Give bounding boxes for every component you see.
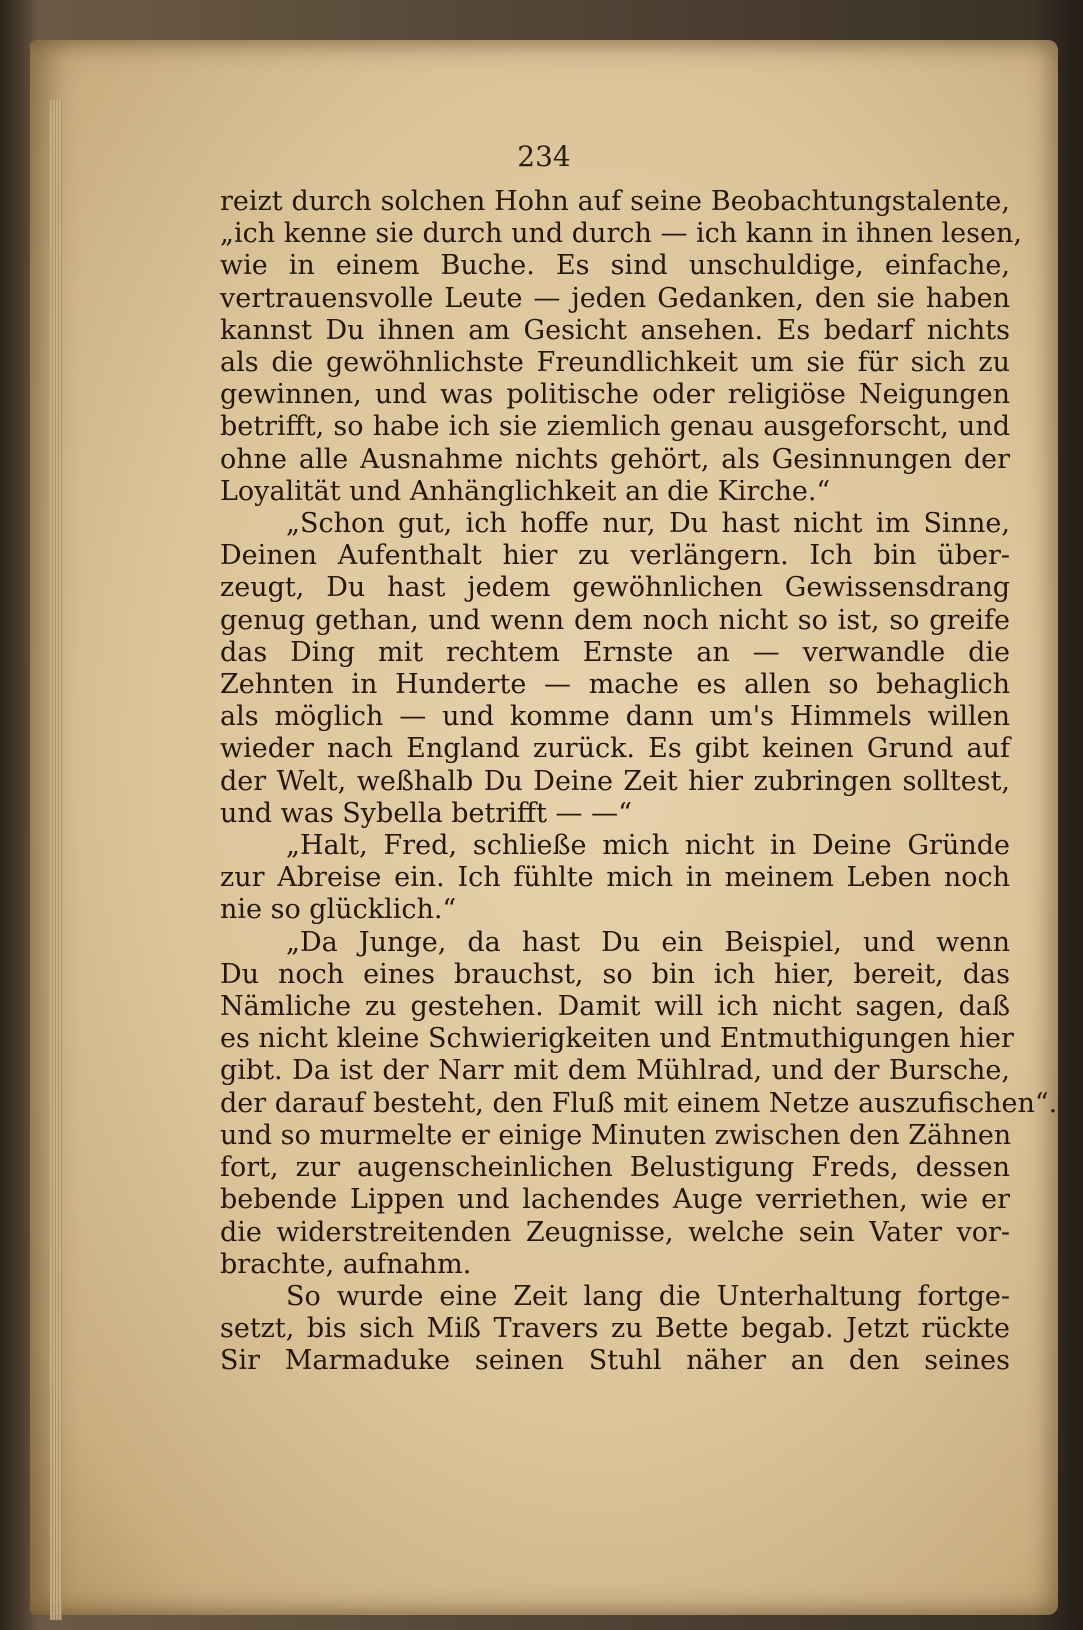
text-line: nie so glücklich.“ [220, 894, 457, 926]
text-line: der Welt, weßhalb Du Deine Zeit hier zubringen solltest, [220, 765, 1010, 797]
text-line: wie in einem Buche. Es sind unschuldige, einfache, [220, 250, 1010, 282]
text-line: zeugt, Du hast jedem gewöhnlichen Gewissensdrang [220, 572, 1010, 604]
text-line: „ich kenne sie durch und durch — ich kann in ihnen lesen, [220, 218, 1022, 250]
page-number: 234 [517, 140, 571, 173]
text-line: gibt. Da ist der Narr mit dem Mühlrad, und der Bursche, [220, 1055, 1010, 1087]
text-line: „Da Junge, da hast Du ein Beispiel, und wenn [286, 926, 1010, 958]
text-line: als die gewöhnlichste Freundlichkeit um sie für sich zu [220, 347, 1010, 379]
text-line: Zehnten in Hunderte — mache es allen so behaglich [220, 669, 1010, 701]
text-line: es nicht kleine Schwierigkeiten und Entmuthigungen hier [220, 1023, 1014, 1055]
text-line: bebende Lippen und lachendes Auge verriethen, wie er [220, 1184, 1010, 1216]
text-line: und so murmelte er einige Minuten zwischen den Zähnen [220, 1119, 1012, 1151]
text-line: kannst Du ihnen am Gesicht ansehen. Es bedarf nichts [220, 314, 1010, 346]
text-line: So wurde eine Zeit lang die Unterhaltung fortge- [286, 1280, 1010, 1312]
text-line: reizt durch solchen Hohn auf seine Beobachtungstalente, [220, 186, 1010, 217]
text-line: „Schon gut, ich hoffe nur, Du hast nicht im Sinne, [286, 508, 1010, 540]
text-line: und was Sybella betrifft — —“ [220, 797, 632, 829]
text-line: „Halt, Fred, schließe mich nicht in Deine Gründe [286, 830, 1010, 862]
text-line: brachte, aufnahm. [220, 1248, 472, 1280]
text-block [220, 186, 1058, 1378]
text-line: zur Abreise ein. Ich fühlte mich in meinem Leben noch [220, 862, 1010, 894]
text-line: wieder nach England zurück. Es gibt keinen Grund auf [220, 733, 1010, 765]
text-line: die widerstreitenden Zeugnisse, welche sein Vater vor- [220, 1216, 1010, 1248]
text-line: Deinen Aufenthalt hier zu verlängern. Ich bin über- [220, 540, 1010, 572]
text-line: gewinnen, und was politische oder religiöse Neigungen [220, 379, 1010, 411]
text-line: das Ding mit rechtem Ernste an — verwandle die [220, 636, 1010, 668]
text-line: ohne alle Ausnahme nichts gehört, als Gesinnungen der [220, 443, 1010, 475]
text-line: Du noch eines brauchst, so bin ich hier, bereit, das [220, 958, 1010, 990]
text-line: setzt, bis sich Miß Travers zu Bette begab. Jetzt rückte [220, 1313, 1010, 1345]
text-line: Loyalität und Anhänglichkeit an die Kirche.“ [220, 475, 831, 507]
page-edge [50, 100, 62, 1620]
text-line: betrifft, so habe ich sie ziemlich genau ausgeforscht, und [220, 411, 1010, 443]
text-line: genug gethan, und wenn dem noch nicht so ist, so greife [220, 604, 1010, 636]
text-line: Sir Marmaduke seinen Stuhl näher an den seines [220, 1345, 1010, 1377]
text-line: Nämliche zu gestehen. Damit will ich nicht sagen, daß [220, 991, 1010, 1023]
text-line: der darauf besteht, den Fluß mit einem Netze auszufischen“. [220, 1087, 1058, 1119]
paper-page [30, 40, 1058, 1615]
text-line: als möglich — und komme dann um's Himmels willen [220, 701, 1010, 733]
text-line: fort, zur augenscheinlichen Belustigung Freds, dessen [220, 1152, 1010, 1184]
text-line: vertrauensvolle Leute — jeden Gedanken, den sie haben [220, 282, 1010, 314]
